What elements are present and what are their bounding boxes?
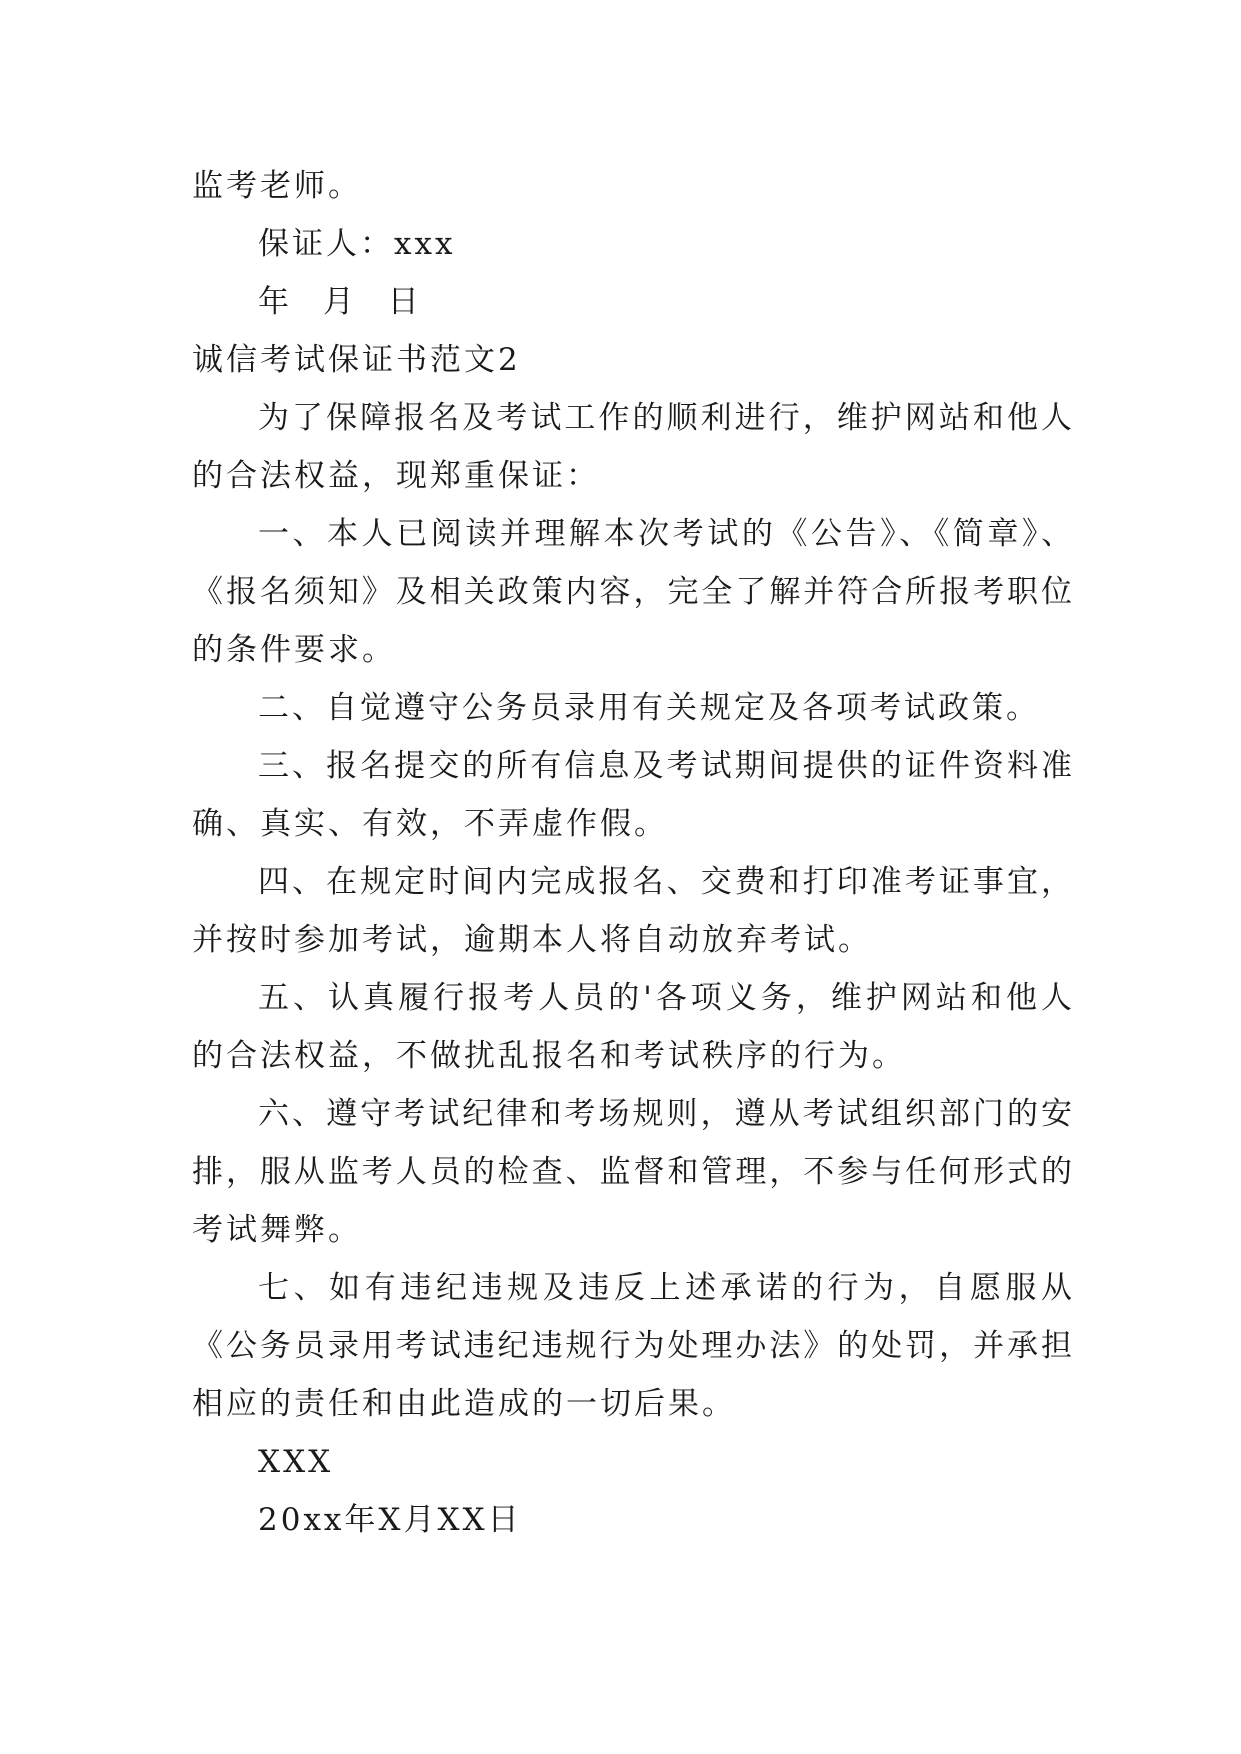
paragraph-line: 四、在规定时间内完成报名、交费和打印准考证事宜， <box>258 864 1072 900</box>
paragraph-line: 一、本人已阅读并理解本次考试的《公告》、《简章》、 <box>258 516 1072 552</box>
paragraph-line: 五、认真履行报考人员的'各项义务，维护网站和他人 <box>258 980 1072 1016</box>
paragraph-line: 考试舞弊。 <box>192 1212 362 1248</box>
signature-line: XXX <box>258 1444 334 1480</box>
paragraph-line: 排，服从监考人员的检查、监督和管理，不参与任何形式的 <box>192 1154 1072 1190</box>
paragraph-line: 并按时参加考试，逾期本人将自动放弃考试。 <box>192 922 872 958</box>
paragraph-line: 《报名须知》及相关政策内容，完全了解并符合所报考职位 <box>192 574 1072 610</box>
paragraph-line: 的条件要求。 <box>192 632 396 668</box>
signature-date-line: 20xx年X月XX日 <box>258 1502 522 1538</box>
paragraph-line: 的合法权益，现郑重保证： <box>192 458 600 494</box>
paragraph-line: 为了保障报名及考试工作的顺利进行，维护网站和他人 <box>258 400 1072 436</box>
guarantor-line: 保证人：xxx <box>258 226 456 262</box>
paragraph-line: 《公务员录用考试违纪违规行为处理办法》的处罚，并承担 <box>192 1328 1072 1364</box>
paragraph-line: 二、自觉遵守公务员录用有关规定及各项考试政策。 <box>258 690 1040 726</box>
paragraph-line: 七、如有违纪违规及违反上述承诺的行为，自愿服从 <box>258 1270 1072 1306</box>
date-line: 年 月 日 <box>258 284 431 320</box>
paragraph-line: 三、报名提交的所有信息及考试期间提供的证件资料准 <box>258 748 1072 784</box>
text-line: 监考老师。 <box>192 168 362 204</box>
paragraph-line: 的合法权益，不做扰乱报名和考试秩序的行为。 <box>192 1038 906 1074</box>
paragraph-line: 确、真实、有效，不弄虚作假。 <box>192 806 668 842</box>
section-title: 诚信考试保证书范文2 <box>192 342 521 378</box>
paragraph-line: 相应的责任和由此造成的一切后果。 <box>192 1386 736 1422</box>
paragraph-line: 六、遵守考试纪律和考场规则，遵从考试组织部门的安 <box>258 1096 1072 1132</box>
